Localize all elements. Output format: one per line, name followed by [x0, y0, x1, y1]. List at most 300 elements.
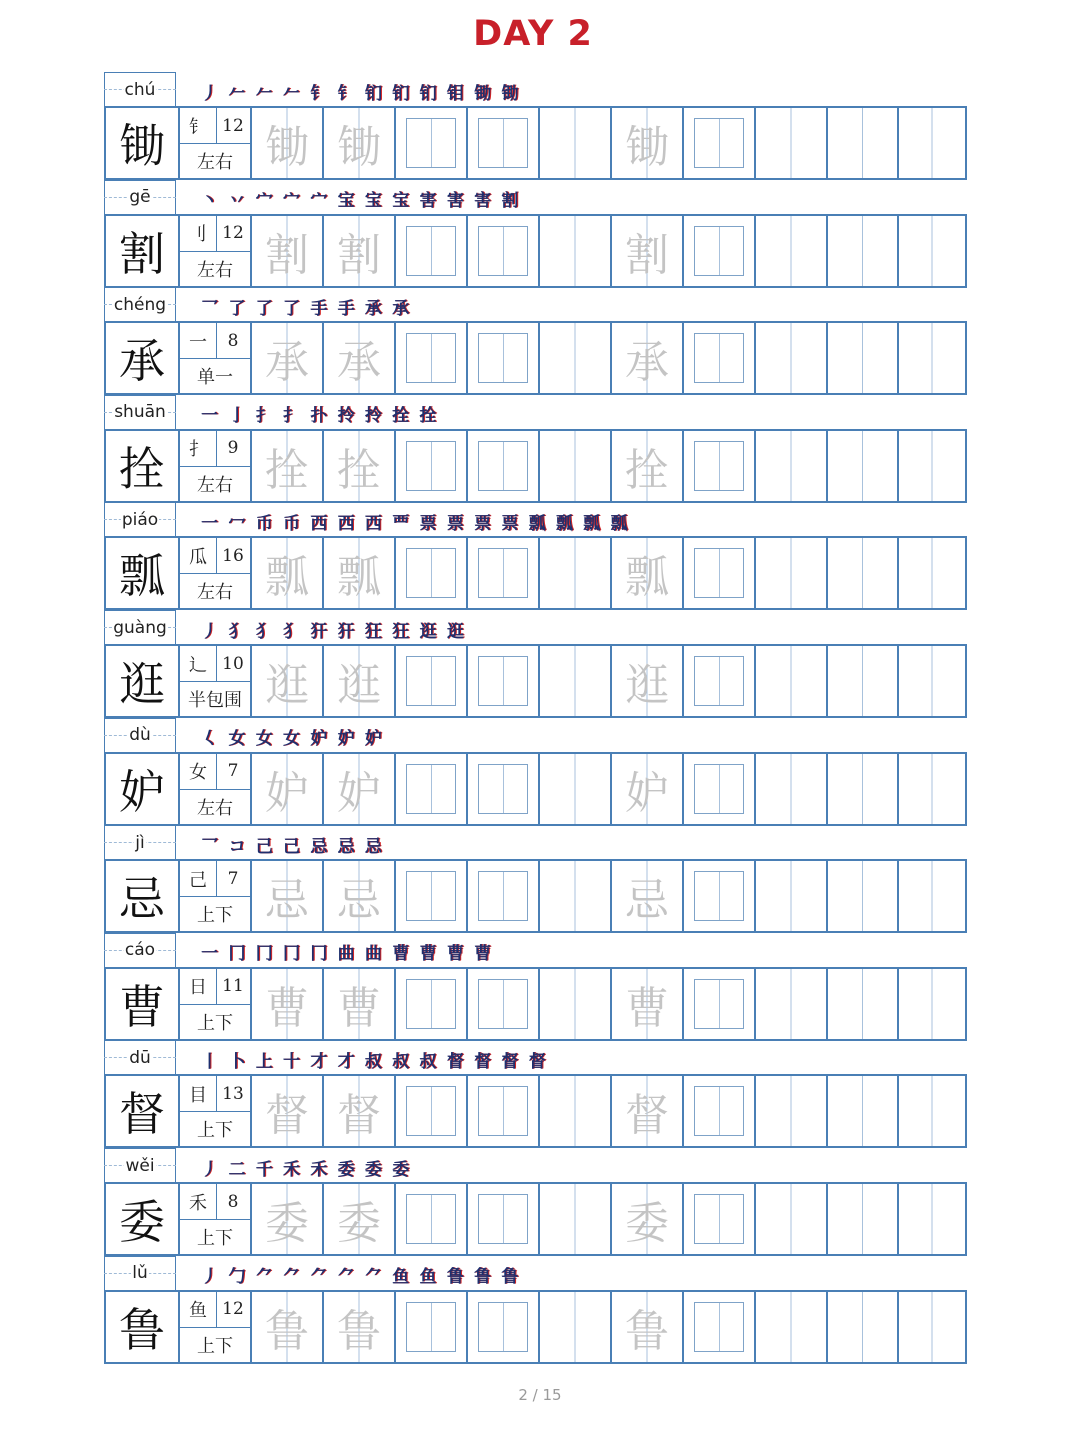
practice-box[interactable]: [394, 216, 466, 286]
stroke-step: 鲁: [446, 1267, 464, 1288]
blank-box[interactable]: [897, 538, 965, 608]
stroke-step: 逛: [446, 621, 464, 642]
trace-character: 锄: [337, 122, 381, 173]
stroke-step: コ: [228, 836, 246, 857]
main-character: 妒: [119, 764, 165, 819]
stroke-step: 手: [337, 298, 355, 319]
practice-box[interactable]: [394, 1076, 466, 1146]
pinyin-label: lǔ: [132, 1263, 148, 1284]
stroke-step: 冂: [310, 944, 328, 965]
trace-character: 逛: [265, 660, 309, 711]
structure-label: 上下: [197, 1012, 233, 1034]
main-character: 曹: [119, 979, 165, 1034]
trace-box[interactable]: [250, 1292, 322, 1362]
trace-box[interactable]: [250, 969, 322, 1039]
stroke-step: 鲁: [501, 1267, 519, 1288]
stroke-step: 十: [283, 1051, 301, 1072]
stroke-step: 票: [501, 513, 519, 534]
stroke-step: 鱼: [419, 1267, 437, 1288]
practice-box[interactable]: [394, 323, 466, 393]
blank-box[interactable]: [538, 323, 610, 393]
trace-box[interactable]: [322, 538, 394, 608]
blank-box[interactable]: [826, 646, 897, 716]
pinyin-label: shuān: [114, 402, 166, 423]
pinyin-label: chéng: [113, 294, 167, 315]
trace-box[interactable]: [610, 1076, 682, 1146]
trace-box[interactable]: [250, 646, 322, 716]
stroke-step: 乛: [201, 836, 219, 857]
structure-label: 左右: [197, 259, 233, 281]
blank-box[interactable]: [538, 1076, 610, 1146]
practice-box[interactable]: [682, 646, 754, 716]
stroke-step: 𡿨: [201, 729, 219, 750]
page-title: DAY 2: [473, 14, 593, 54]
stroke-step: ⺈: [255, 1267, 273, 1288]
stroke-step: 西: [337, 513, 355, 534]
stroke-step: 逛: [419, 621, 437, 642]
main-character: 锄: [119, 119, 165, 173]
stroke-step: 鲁: [474, 1267, 492, 1288]
character-entry-7: [104, 718, 967, 826]
trace-character: 忌: [265, 875, 309, 927]
stroke-step: ⺈: [283, 1267, 301, 1288]
stroke-step: 忌: [364, 836, 382, 857]
practice-box[interactable]: [466, 323, 538, 393]
trace-box[interactable]: [250, 1076, 322, 1146]
blank-box[interactable]: [538, 754, 610, 824]
stroke-count: 8: [216, 1184, 250, 1220]
trace-box[interactable]: [250, 538, 322, 608]
trace-box[interactable]: [322, 969, 394, 1039]
practice-box[interactable]: [682, 1184, 754, 1254]
trace-box[interactable]: [322, 861, 394, 931]
stroke-step: 扌: [283, 406, 301, 427]
stroke-step: 曹: [392, 944, 410, 965]
blank-box[interactable]: [897, 861, 965, 931]
pinyin-label: piáo: [121, 509, 159, 530]
pinyin-cell: [104, 610, 176, 644]
stroke-step: 忌: [337, 836, 355, 857]
stroke-count: 12: [216, 216, 250, 252]
practice-box[interactable]: [682, 861, 754, 931]
practice-box[interactable]: [466, 1292, 538, 1362]
blank-box[interactable]: [538, 431, 610, 501]
blank-box[interactable]: [538, 861, 610, 931]
practice-box[interactable]: [466, 1184, 538, 1254]
radical: 目: [180, 1076, 217, 1112]
stroke-step: 禾: [283, 1159, 301, 1180]
practice-box[interactable]: [394, 538, 466, 608]
practice-box[interactable]: [682, 1292, 754, 1362]
stroke-order-sequence: [196, 938, 496, 966]
stroke-step: 丿: [201, 1267, 219, 1288]
stroke-step: 丿: [201, 83, 219, 104]
trace-box[interactable]: [250, 323, 322, 393]
practice-box[interactable]: [466, 431, 538, 501]
pinyin-label: chú: [124, 79, 156, 100]
trace-character: 瓢: [265, 552, 309, 604]
practice-box[interactable]: [466, 754, 538, 824]
pinyin-label: wěi: [125, 1155, 155, 1176]
pinyin-cell: [104, 1148, 176, 1182]
trace-box[interactable]: [610, 216, 682, 286]
stroke-step: 拎: [337, 406, 355, 427]
pinyin-label: gē: [129, 187, 151, 208]
trace-character: 鲁: [625, 1305, 669, 1357]
character-entry-10: [104, 1040, 967, 1148]
stroke-step: 己: [283, 836, 301, 857]
trace-character: 曹: [625, 982, 669, 1034]
character-info: [178, 861, 250, 931]
structure-label: 左右: [197, 582, 233, 604]
trace-box[interactable]: [322, 216, 394, 286]
radical: 扌: [180, 431, 217, 467]
structure-label: 上下: [197, 1120, 233, 1142]
pinyin-label: guàng: [113, 617, 167, 638]
stroke-step: 票: [419, 513, 437, 534]
stroke-order-sequence: [196, 1045, 551, 1073]
stroke-step: 狂: [364, 621, 382, 642]
trace-box[interactable]: [610, 323, 682, 393]
character-info: [178, 538, 250, 608]
main-character: 督: [119, 1087, 165, 1142]
trace-character: 督: [625, 1090, 669, 1142]
trace-box[interactable]: [322, 1076, 394, 1146]
practice-box[interactable]: [394, 1184, 466, 1254]
trace-box[interactable]: [322, 1292, 394, 1362]
stroke-step: 禾: [310, 1159, 328, 1180]
practice-box[interactable]: [682, 969, 754, 1039]
stroke-step: 了: [255, 298, 273, 319]
blank-box[interactable]: [538, 969, 610, 1039]
trace-box[interactable]: [322, 754, 394, 824]
stroke-step: 西: [364, 513, 382, 534]
character-info: [178, 1076, 250, 1146]
radical: 女: [180, 754, 217, 790]
practice-box[interactable]: [682, 754, 754, 824]
blank-box[interactable]: [897, 646, 965, 716]
blank-box[interactable]: [897, 323, 965, 393]
blank-box[interactable]: [897, 216, 965, 286]
trace-character: 督: [265, 1090, 309, 1142]
trace-box[interactable]: [610, 1292, 682, 1362]
stroke-step: 女: [255, 729, 273, 750]
stroke-count: 9: [216, 431, 250, 467]
character-entry-3: [104, 287, 967, 395]
pinyin-cell: [104, 1256, 176, 1290]
stroke-step: 冖: [228, 513, 246, 534]
main-character: 委: [119, 1195, 165, 1249]
stroke-step: 鱼: [392, 1267, 410, 1288]
blank-box[interactable]: [754, 1076, 826, 1146]
trace-character: 曹: [337, 982, 381, 1034]
blank-box[interactable]: [538, 216, 610, 286]
radical: 辶: [180, 646, 217, 682]
character-info: [178, 1184, 250, 1254]
character-entry-4: [104, 395, 967, 503]
trace-character: 忌: [337, 875, 381, 927]
blank-box[interactable]: [897, 1292, 965, 1362]
stroke-order-sequence: [196, 615, 469, 643]
stroke-step: 督: [528, 1051, 546, 1072]
stroke-step: 犴: [310, 621, 328, 642]
stroke-step: 亅: [228, 406, 246, 427]
stroke-step: 冂: [255, 944, 273, 965]
main-character: 割: [119, 226, 165, 281]
practice-box[interactable]: [682, 108, 754, 178]
trace-box[interactable]: [610, 1184, 682, 1254]
blank-box[interactable]: [826, 861, 897, 931]
stroke-step: 上: [255, 1051, 273, 1072]
writing-grid: [104, 1182, 967, 1256]
trace-box[interactable]: [322, 646, 394, 716]
character-info: [178, 754, 250, 824]
writing-grid: [104, 859, 967, 933]
character-entry-12: [104, 1256, 967, 1364]
stroke-step: 了: [228, 298, 246, 319]
radical: 一: [180, 323, 217, 359]
blank-box[interactable]: [754, 646, 826, 716]
stroke-step: 委: [392, 1159, 410, 1180]
trace-box[interactable]: [322, 1184, 394, 1254]
blank-box[interactable]: [897, 1184, 965, 1254]
stroke-step: 丶: [201, 191, 219, 212]
trace-character: 拴: [265, 444, 309, 496]
stroke-count: 12: [216, 1292, 250, 1328]
structure-label: 单一: [197, 367, 233, 389]
stroke-step: 女: [283, 729, 301, 750]
blank-box[interactable]: [754, 969, 826, 1039]
trace-box[interactable]: [610, 754, 682, 824]
stroke-step: 钔: [364, 83, 382, 104]
trace-box[interactable]: [250, 754, 322, 824]
trace-box[interactable]: [322, 323, 394, 393]
blank-box[interactable]: [538, 1184, 610, 1254]
blank-box[interactable]: [754, 538, 826, 608]
stroke-step: 宝: [337, 191, 355, 212]
radical: 鱼: [180, 1292, 217, 1328]
practice-box[interactable]: [394, 1292, 466, 1362]
trace-box[interactable]: [610, 861, 682, 931]
stroke-step: 乛: [201, 298, 219, 319]
stroke-step: 票: [474, 513, 492, 534]
character-entry-9: [104, 933, 967, 1041]
blank-box[interactable]: [897, 1076, 965, 1146]
practice-box[interactable]: [394, 969, 466, 1039]
stroke-step: 一: [201, 513, 219, 534]
practice-box[interactable]: [394, 108, 466, 178]
blank-box[interactable]: [826, 108, 897, 178]
character-entry-5: [104, 502, 967, 610]
blank-box[interactable]: [897, 969, 965, 1039]
stroke-step: 扑: [310, 406, 328, 427]
pinyin-cell: [104, 72, 176, 106]
character-info: [178, 646, 250, 716]
blank-box[interactable]: [897, 108, 965, 178]
blank-box[interactable]: [754, 216, 826, 286]
stroke-step: 钅: [337, 83, 355, 104]
stroke-count: 11: [216, 969, 250, 1005]
trace-character: 锄: [625, 122, 669, 173]
stroke-step: 犭: [255, 621, 273, 642]
stroke-order-sequence: [196, 507, 633, 535]
pinyin-cell: [104, 287, 176, 321]
blank-box[interactable]: [754, 1292, 826, 1362]
trace-character: 割: [337, 229, 381, 281]
blank-box[interactable]: [826, 1184, 897, 1254]
stroke-step: 妒: [364, 729, 382, 750]
practice-box[interactable]: [466, 1076, 538, 1146]
stroke-step: 瓢: [583, 513, 601, 534]
trace-character: 逛: [337, 660, 381, 711]
trace-character: 督: [337, 1090, 381, 1142]
trace-character: 妒: [625, 767, 669, 819]
practice-box[interactable]: [466, 861, 538, 931]
stroke-step: 曹: [474, 944, 492, 965]
blank-box[interactable]: [538, 1292, 610, 1362]
pinyin-cell: [104, 718, 176, 752]
stroke-count: 12: [216, 108, 250, 144]
practice-box[interactable]: [466, 538, 538, 608]
blank-box[interactable]: [538, 646, 610, 716]
trace-box[interactable]: [322, 108, 394, 178]
stroke-order-sequence: [196, 185, 524, 213]
writing-grid: [104, 321, 967, 395]
practice-box[interactable]: [466, 216, 538, 286]
stroke-step: 叔: [419, 1051, 437, 1072]
character-entry-1: [104, 72, 967, 180]
character-info: [178, 431, 250, 501]
practice-box[interactable]: [394, 646, 466, 716]
blank-box[interactable]: [538, 108, 610, 178]
trace-box[interactable]: [610, 538, 682, 608]
stroke-step: 狂: [392, 621, 410, 642]
stroke-step: 害: [474, 191, 492, 212]
trace-character: 鲁: [265, 1305, 309, 1357]
practice-box[interactable]: [466, 108, 538, 178]
stroke-count: 8: [216, 323, 250, 359]
stroke-step: 才: [310, 1051, 328, 1072]
blank-box[interactable]: [826, 1076, 897, 1146]
stroke-step: 叔: [364, 1051, 382, 1072]
stroke-step: 锄: [501, 83, 519, 104]
character-entry-2: [104, 180, 967, 288]
practice-box[interactable]: [682, 538, 754, 608]
trace-box[interactable]: [610, 108, 682, 178]
trace-character: 割: [625, 229, 669, 281]
stroke-order-sequence: [196, 292, 414, 320]
stroke-step: 钅: [310, 83, 328, 104]
blank-box[interactable]: [826, 969, 897, 1039]
main-character: 逛: [119, 657, 165, 711]
trace-character: 拴: [625, 444, 669, 496]
trace-character: 瓢: [625, 552, 669, 604]
blank-box[interactable]: [897, 754, 965, 824]
stroke-step: ⺈: [364, 1267, 382, 1288]
trace-character: 锄: [265, 122, 309, 173]
trace-box[interactable]: [250, 216, 322, 286]
stroke-step: 妒: [337, 729, 355, 750]
blank-box[interactable]: [826, 1292, 897, 1362]
stroke-step: 承: [364, 298, 382, 319]
blank-box[interactable]: [754, 108, 826, 178]
stroke-step: 宝: [392, 191, 410, 212]
blank-box[interactable]: [754, 1184, 826, 1254]
stroke-step: ⺈: [310, 1267, 328, 1288]
blank-box[interactable]: [826, 538, 897, 608]
stroke-step: 二: [228, 1159, 246, 1180]
stroke-count: 7: [216, 861, 250, 897]
practice-box[interactable]: [682, 1076, 754, 1146]
blank-box[interactable]: [754, 431, 826, 501]
trace-box[interactable]: [250, 1184, 322, 1254]
stroke-step: 犭: [228, 621, 246, 642]
blank-box[interactable]: [538, 538, 610, 608]
trace-character: 承: [625, 337, 669, 389]
stroke-step: 叔: [392, 1051, 410, 1072]
stroke-count: 16: [216, 538, 250, 574]
practice-box[interactable]: [394, 431, 466, 501]
trace-box[interactable]: [250, 108, 322, 178]
stroke-step: 扌: [255, 406, 273, 427]
trace-box[interactable]: [250, 431, 322, 501]
practice-box[interactable]: [394, 861, 466, 931]
practice-box[interactable]: [466, 646, 538, 716]
blank-box[interactable]: [826, 431, 897, 501]
trace-character: 承: [265, 337, 309, 389]
stroke-order-sequence: [196, 723, 387, 751]
practice-box[interactable]: [466, 969, 538, 1039]
blank-box[interactable]: [754, 323, 826, 393]
stroke-order-sequence: [196, 400, 442, 428]
stroke-step: 𠂉: [228, 83, 246, 104]
stroke-step: 害: [446, 191, 464, 212]
writing-grid: [104, 106, 967, 180]
blank-box[interactable]: [897, 431, 965, 501]
trace-character: 忌: [625, 875, 669, 927]
stroke-step: 女: [228, 729, 246, 750]
character-info: [178, 1292, 250, 1362]
practice-box[interactable]: [682, 323, 754, 393]
stroke-step: ⺈: [337, 1267, 355, 1288]
practice-box[interactable]: [394, 754, 466, 824]
trace-box[interactable]: [610, 431, 682, 501]
trace-character: 委: [265, 1198, 309, 1249]
character-entry-11: [104, 1148, 967, 1256]
trace-character: 委: [337, 1198, 381, 1249]
blank-box[interactable]: [826, 216, 897, 286]
practice-box[interactable]: [682, 431, 754, 501]
blank-box[interactable]: [826, 754, 897, 824]
stroke-step: 妒: [310, 729, 328, 750]
practice-box[interactable]: [682, 216, 754, 286]
blank-box[interactable]: [826, 323, 897, 393]
stroke-step: 犴: [337, 621, 355, 642]
stroke-step: 瓢: [556, 513, 573, 534]
stroke-step: 冂: [228, 944, 246, 965]
main-character: 承: [119, 334, 165, 389]
trace-box[interactable]: [610, 969, 682, 1039]
trace-box[interactable]: [250, 861, 322, 931]
stroke-step: 曹: [419, 944, 437, 965]
trace-box[interactable]: [322, 431, 394, 501]
radical: 日: [180, 969, 217, 1005]
blank-box[interactable]: [754, 861, 826, 931]
structure-label: 半包围: [188, 690, 242, 711]
blank-box[interactable]: [754, 754, 826, 824]
writing-grid: [104, 536, 967, 610]
trace-box[interactable]: [610, 646, 682, 716]
